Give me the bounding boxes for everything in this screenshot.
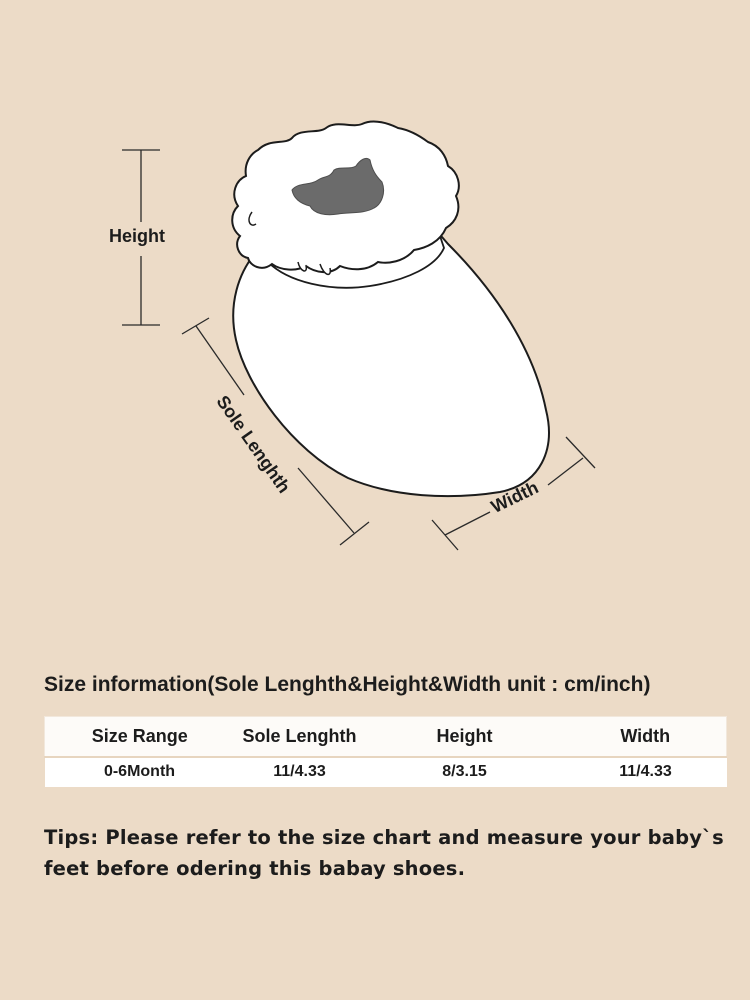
column-header-sole-length: Sole Lenghth (242, 726, 357, 747)
table-row (45, 757, 727, 787)
width-label: Width (487, 477, 542, 517)
cell-height: 8/3.15 (442, 763, 487, 780)
size-table (44, 716, 727, 787)
sole-length-label: Sole Lenghth (212, 391, 295, 497)
height-label: Height (109, 226, 165, 246)
cell-size-range: 0-6Month (103, 763, 176, 780)
size-info-title: Size information(Sole Lenghth&Height&Width unit : cm/inch) (44, 673, 651, 696)
column-header-height: Height (436, 726, 493, 747)
cell-width: 11/4.33 (619, 763, 672, 780)
tips-text: Tips: Please refer to the size chart and measure your baby`s feet before odering this babay shoes. (44, 826, 724, 880)
column-header-width: Width (620, 726, 671, 747)
cell-sole-length: 11/4.33 (273, 763, 326, 780)
column-header-size-range: Size Range (91, 726, 188, 747)
table-header-row (45, 717, 727, 757)
